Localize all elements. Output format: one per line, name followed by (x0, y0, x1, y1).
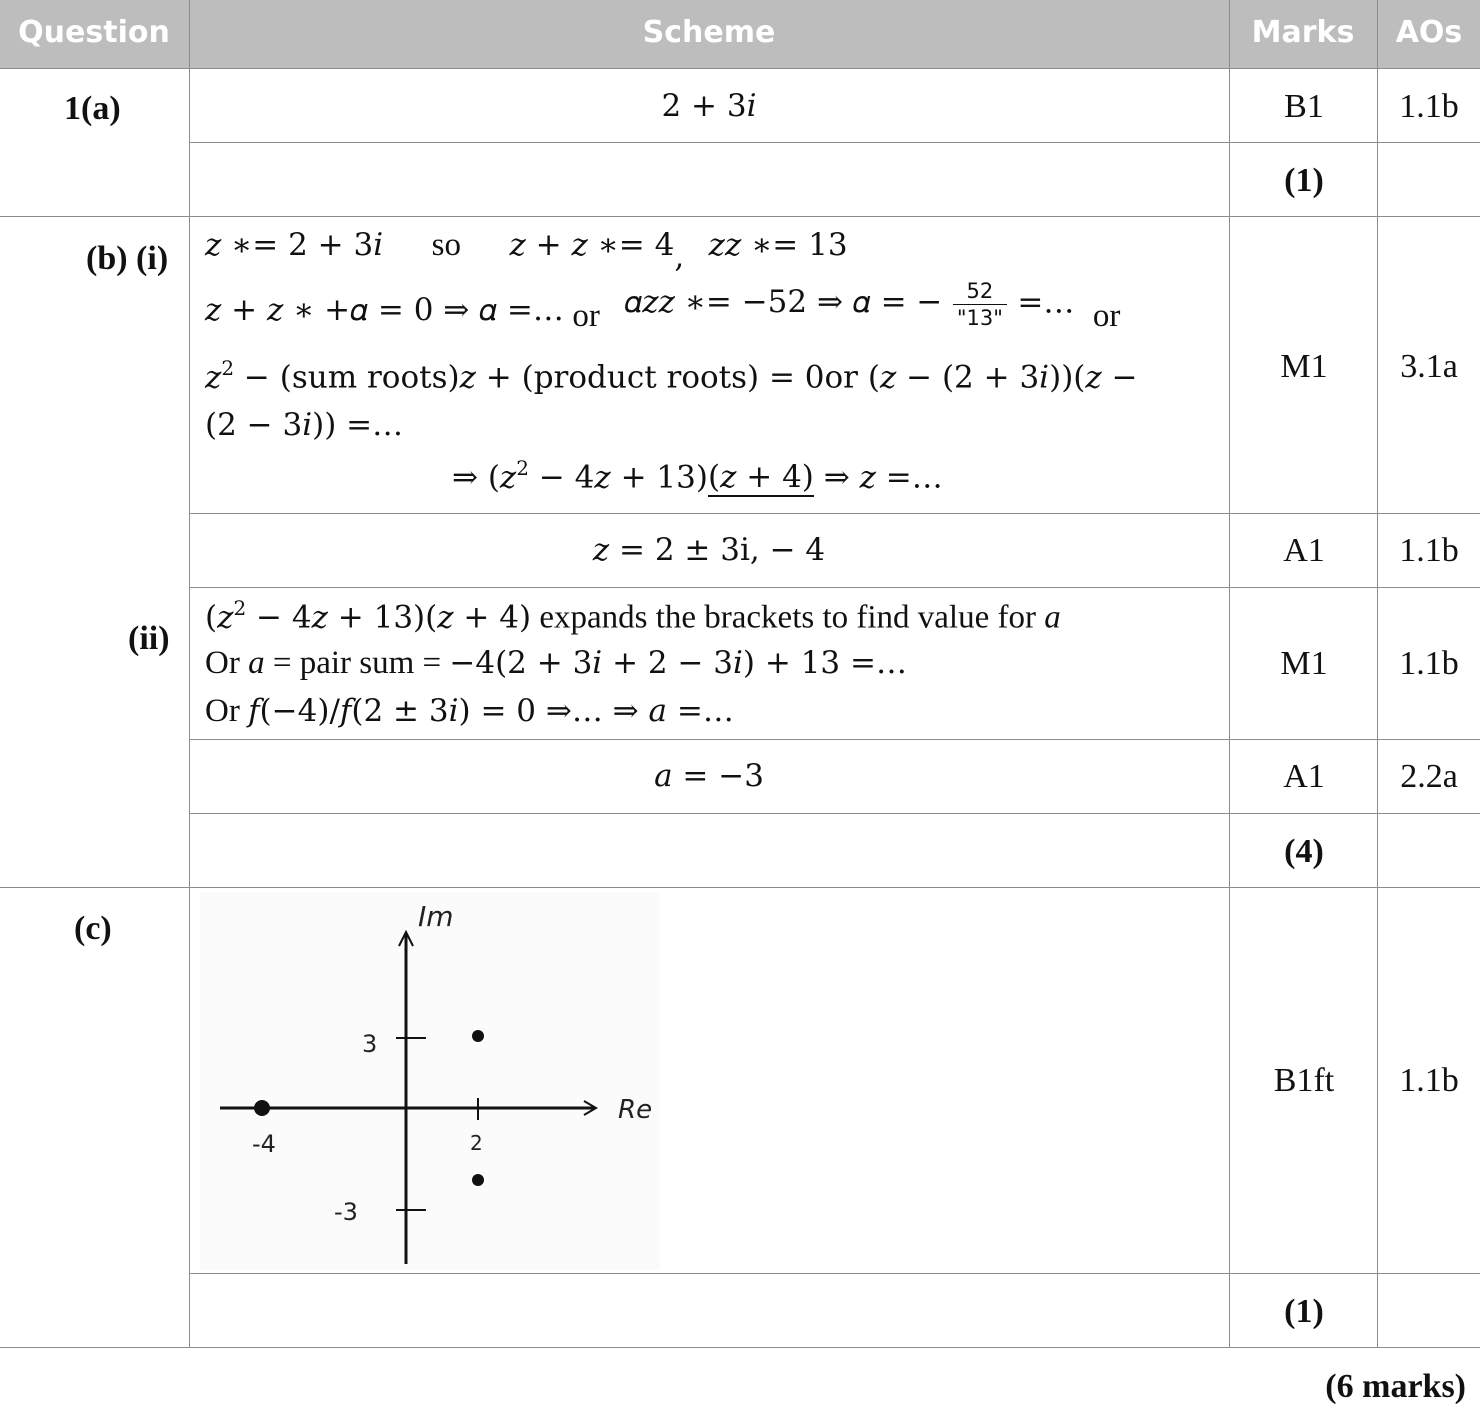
header-scheme: Scheme (642, 15, 776, 50)
scheme-line-1bi-5: ⇒ (𝑧$^2$ − 4𝑧 + 13)(𝑧 + 4) ⇒ 𝑧 =… (452, 456, 943, 496)
subtotal-1c: (1) (1284, 1293, 1324, 1330)
fraction: $\frac{52}{"13"}$ (953, 278, 1007, 331)
scheme-line-1bi-1: 𝑧 ∗= 2 + 3𝑖 so 𝑧 + 𝑧 ∗= 4, 𝑧𝑧 ∗= 13 (205, 227, 848, 275)
header-aos: AOs (1395, 15, 1463, 50)
divider-part (0, 887, 1480, 888)
scheme-line-1bi-3: 𝑧$^2$ − (sum roots)𝑧 + (product roots) = 0or (𝑧 − (2 + 3𝑖))(𝑧 − (205, 356, 1138, 396)
scheme-answer-1a: 2 + 3𝑖 (661, 88, 757, 124)
mark-1bi-answer: A1 (1283, 532, 1325, 569)
ao-1bii: 1.1b (1399, 645, 1459, 682)
tick-label-neg4: -4 (252, 1130, 276, 1158)
axis-label-im: Im (418, 900, 454, 933)
question-label-1bii: (ii) (128, 620, 170, 657)
mark-1bii: M1 (1280, 645, 1328, 682)
subtotal-1b: (4) (1284, 833, 1324, 870)
argand-diagram-sketch (200, 892, 660, 1270)
ao-1bi: 3.1a (1400, 348, 1458, 385)
question-label-1c: (c) (74, 910, 112, 947)
divider-part (0, 216, 1480, 217)
divider-row (190, 587, 1480, 588)
ao-1a: 1.1b (1399, 88, 1459, 125)
total-marks: (6 marks) (1325, 1368, 1466, 1405)
tick-label-3: 3 (362, 1030, 378, 1058)
sketch-background (200, 892, 660, 1270)
mark-1bi: M1 (1280, 348, 1328, 385)
divider-table-end (0, 1347, 1480, 1348)
scheme-line-1bii-2: Or a = pair sum = −4(2 + 3𝑖 + 2 − 3𝑖) + 13 =… (205, 645, 907, 681)
tick-label-neg3: -3 (334, 1198, 358, 1226)
scheme-line-1bii-3: Or 𝑓(−4)/𝑓(2 ± 3𝑖) = 0 ⇒… ⇒ 𝑎 =… (205, 693, 734, 729)
plotted-point (472, 1030, 484, 1042)
ao-1bi-answer: 1.1b (1399, 532, 1459, 569)
table-header (0, 0, 1480, 68)
ao-1bii-answer: 2.2a (1400, 758, 1458, 795)
plotted-point (472, 1174, 484, 1186)
question-label-1a: 1(a) (64, 90, 121, 127)
divider-row (190, 739, 1480, 740)
scheme-answer-1bii: 𝑎 = −3 (654, 758, 764, 794)
divider-row (190, 142, 1480, 143)
mark-1a: B1 (1284, 88, 1324, 125)
scheme-line-1bii-1: (𝑧$^2$ − 4𝑧 + 13)(𝑧 + 4) expands the brackets to find value for a (205, 596, 1061, 636)
tick-label-2: 2 (470, 1131, 483, 1155)
mark-1bii-answer: A1 (1283, 758, 1325, 795)
header-question: Question (18, 15, 170, 50)
plotted-point (254, 1100, 270, 1116)
divider-row (190, 513, 1480, 514)
underlined-factor: (𝑧 + 4) (707, 459, 814, 496)
ao-1c: 1.1b (1399, 1062, 1459, 1099)
subtotal-1a: (1) (1284, 162, 1324, 199)
scheme-line-1bi-2: 𝑧 + 𝑧 ∗ +𝛼 = 0 ⇒ 𝛼 =… or 𝛼𝑧𝑧 ∗= −52 ⇒ 𝛼 = − $\frac{52}{"13"}$ =… or (205, 279, 1121, 335)
axis-label-re: Re (618, 1095, 653, 1125)
header-marks: Marks (1251, 15, 1355, 50)
divider-header (0, 68, 1480, 69)
divider-question (189, 0, 190, 1348)
scheme-answer-1bi: 𝑧 = 2 ± 3i, − 4 (592, 532, 826, 568)
scheme-line-1bi-4: (2 − 3𝑖)) =… (205, 407, 404, 443)
mark-1c: B1ft (1273, 1062, 1335, 1099)
divider-row (190, 1273, 1480, 1274)
question-label-1bi: (b) (i) (86, 240, 169, 277)
divider-row (190, 813, 1480, 814)
